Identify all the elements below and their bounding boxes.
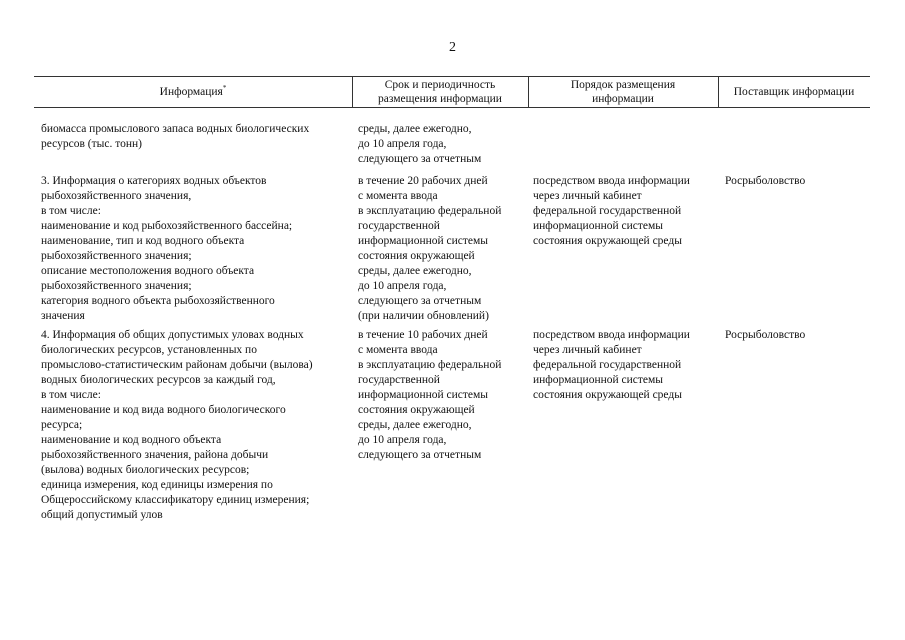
row-provider: Росрыболовство <box>725 175 806 187</box>
row-order: посредством ввода информации через личный кабинет федеральной государственной информационной системы состояния окружающей среды <box>533 175 690 247</box>
page-number: 2 <box>449 40 456 55</box>
row-term: среды, далее ежегодно, до 10 апреля года, следующего за отчетным <box>358 123 482 165</box>
header-information <box>34 77 352 107</box>
header-order: Порядок размещения информации <box>570 79 676 105</box>
header-term: Срок и периодичность размещения информации <box>378 79 502 105</box>
header-footnote-mark: * <box>222 84 227 93</box>
row-information: биомасса промыслового запаса водных биологических ресурсов (тыс. тонн) <box>41 123 310 150</box>
row-term: в течение 20 рабочих дней с момента ввода в эксплуатацию федеральной государственной информационной системы состояния окружающей среды, далее ежегодно, до 10 апреля года, следующего за отчетным (при наличии обновлений) <box>358 175 502 322</box>
header-provider: Поставщик информации <box>733 86 855 98</box>
table-header-bottom-rule <box>34 107 870 108</box>
header-information-label: Информация <box>159 86 223 98</box>
row-information: 4. Информация об общих допустимых уловах водных биологических ресурсов, установленных по промыслово-статистическим районам добычи (вылова) водных биологических ресурсов за каждый год, в том числе: наименование и код вида водного биологического ресурса; наименование и код водного объекта рыбохозяйственного значения, района добычи (вылова) водных биологических ресурсов; единица измерения, код единицы измерения по Общероссийскому классификатору единиц измерения; общий допустимый улов <box>41 329 313 521</box>
row-order: посредством ввода информации через личный кабинет федеральной государственной информационной системы состояния окружающей среды <box>533 329 690 401</box>
row-provider: Росрыболовство <box>725 329 806 341</box>
row-information: 3. Информация о категориях водных объектов рыбохозяйственного значения, в том числе: наименование и код рыбохозяйственного бассейна; наименование, тип и код водного объекта рыбохозяйственного значения; описание местоположения водного объекта рыбохозяйственного значения; категория водного объекта рыбохозяйственного значения <box>41 175 293 322</box>
row-term: в течение 10 рабочих дней с момента ввода в эксплуатацию федеральной государственной информационной системы состояния окружающей среды, далее ежегодно, до 10 апреля года, следующего за отчетным <box>358 329 502 461</box>
